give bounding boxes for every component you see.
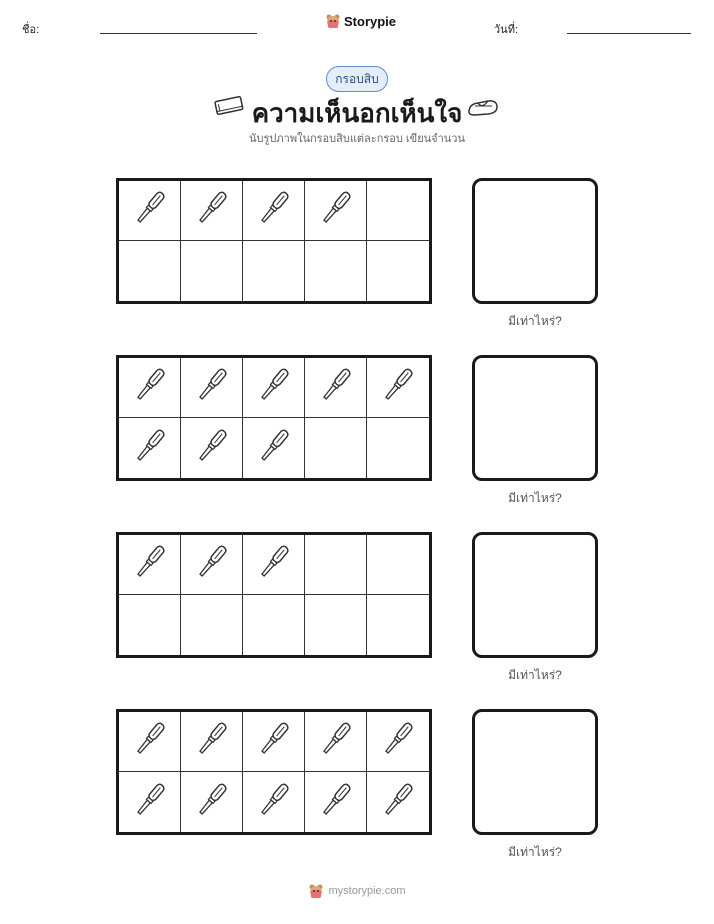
frame-cell <box>305 772 367 832</box>
answer-prompt-2: มีเท่าไหร่? <box>508 491 562 505</box>
ten-frame-4 <box>116 709 432 835</box>
frame-cell <box>305 241 367 301</box>
screwdriver-icon <box>255 364 293 411</box>
frame-cell <box>367 358 429 418</box>
screwdriver-icon <box>131 425 169 472</box>
answer-prompt-3: มีเท่าไหร่? <box>508 668 562 682</box>
answer-prompt-1: มีเท่าไหร่? <box>508 314 562 328</box>
date-label: วันที่: <box>494 24 519 36</box>
screwdriver-icon <box>193 541 231 588</box>
frame-cell <box>305 358 367 418</box>
frame-cell <box>243 358 305 418</box>
ten-frame-3 <box>116 532 432 658</box>
frame-cell <box>305 418 367 478</box>
brand-name: Storypie <box>344 13 397 29</box>
frame-cell <box>119 181 181 241</box>
answer-prompt-4: มีเท่าไหร่? <box>508 845 562 859</box>
footer <box>0 883 714 899</box>
screwdriver-icon <box>131 541 169 588</box>
frame-cell <box>119 712 181 772</box>
frame-cell <box>243 241 305 301</box>
screwdriver-icon <box>255 718 293 765</box>
frame-cell <box>367 241 429 301</box>
screwdriver-icon <box>131 779 169 826</box>
frame-cell <box>243 772 305 832</box>
screwdriver-icon <box>255 187 293 234</box>
answer-box-4[interactable] <box>472 709 598 835</box>
topic-badge: กรอบสิบ <box>326 66 388 92</box>
ten-frame-1 <box>116 178 432 304</box>
frame-cell <box>367 181 429 241</box>
screwdriver-icon <box>317 779 355 826</box>
frame-cell <box>305 535 367 595</box>
frame-cell <box>181 535 243 595</box>
screwdriver-icon <box>131 187 169 234</box>
instructions: นับรูปภาพในกรอบสิบแต่ละกรอบ เขียนจำนวน <box>249 133 465 145</box>
screwdriver-icon <box>255 541 293 588</box>
screwdriver-icon <box>193 364 231 411</box>
screwdriver-icon <box>317 718 355 765</box>
frame-cell <box>119 772 181 832</box>
answer-box-1[interactable] <box>472 178 598 304</box>
frame-cell <box>181 595 243 655</box>
answer-box-3[interactable] <box>472 532 598 658</box>
frame-cell <box>119 535 181 595</box>
bear-logo-icon <box>325 13 341 29</box>
frame-cell <box>119 418 181 478</box>
screwdriver-icon <box>317 364 355 411</box>
sandal-icon <box>466 95 500 119</box>
frame-cell <box>367 712 429 772</box>
frame-cell <box>367 535 429 595</box>
frame-cell <box>243 181 305 241</box>
screwdriver-icon <box>379 718 417 765</box>
ten-frame-grid <box>116 709 432 835</box>
frame-cell <box>119 595 181 655</box>
date-line[interactable] <box>567 33 691 34</box>
frame-cell <box>243 712 305 772</box>
footer-url[interactable]: mystorypie.com <box>328 885 406 897</box>
frame-cell <box>119 241 181 301</box>
screwdriver-icon <box>193 779 231 826</box>
frame-cell <box>181 418 243 478</box>
frame-cell <box>305 595 367 655</box>
screwdriver-icon <box>131 364 169 411</box>
frame-cell <box>305 181 367 241</box>
frame-cell <box>243 535 305 595</box>
frame-cell <box>181 241 243 301</box>
screwdriver-icon <box>131 718 169 765</box>
frame-cell <box>367 772 429 832</box>
page-title: ความเห็นอกเห็นใจ <box>251 98 463 128</box>
frame-cell <box>243 595 305 655</box>
name-label: ชื่อ: <box>22 24 40 36</box>
frame-cell <box>181 358 243 418</box>
bear-logo-icon <box>308 883 324 899</box>
screwdriver-icon <box>193 187 231 234</box>
ten-frame-grid <box>116 355 432 481</box>
answer-box-2[interactable] <box>472 355 598 481</box>
frame-cell <box>243 418 305 478</box>
screwdriver-icon <box>193 718 231 765</box>
screwdriver-icon <box>255 425 293 472</box>
frame-cell <box>181 712 243 772</box>
brand-logo <box>325 13 396 29</box>
screwdriver-icon <box>379 364 417 411</box>
screwdriver-icon <box>255 779 293 826</box>
ten-frame-grid <box>116 532 432 658</box>
ten-frame-grid <box>116 178 432 304</box>
frame-cell <box>367 595 429 655</box>
frame-cell <box>181 772 243 832</box>
screwdriver-icon <box>379 779 417 826</box>
frame-cell <box>305 712 367 772</box>
frame-cell <box>119 358 181 418</box>
ten-frame-2 <box>116 355 432 481</box>
frame-cell <box>367 418 429 478</box>
name-line[interactable] <box>100 33 257 34</box>
frame-cell <box>181 181 243 241</box>
screwdriver-icon <box>317 187 355 234</box>
screwdriver-icon <box>193 425 231 472</box>
